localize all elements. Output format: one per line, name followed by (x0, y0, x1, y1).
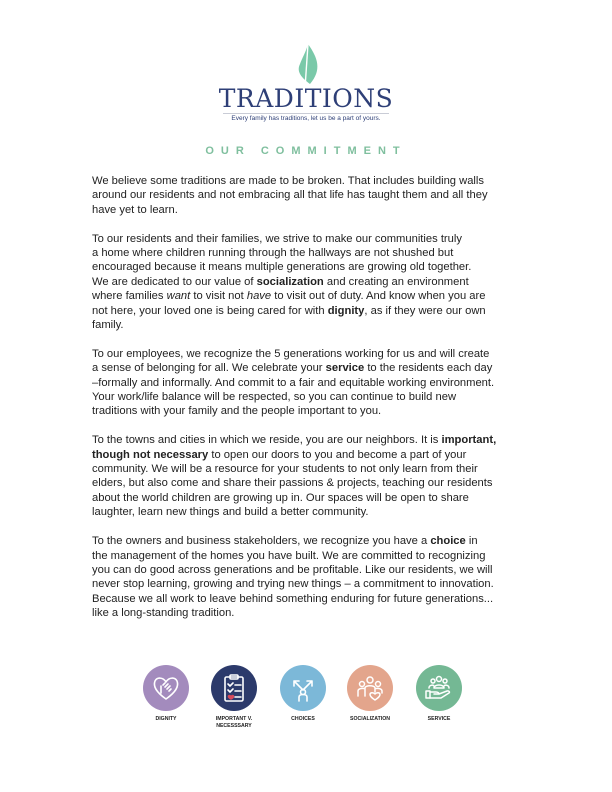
paragraph-intro (92, 174, 532, 217)
diverging-arrows-icon (280, 665, 326, 711)
bold-dignity: dignity (327, 304, 365, 317)
bold-service: service (325, 362, 365, 375)
text: to the residents each day –formally and informally. And commit to a fair and equitable working environment. Your work/life balance will be respected, so you can continue to build new traditions with your family and the people important to you. (92, 362, 495, 418)
paragraph-employees (92, 347, 532, 419)
bold-socialization: socialization (256, 275, 324, 288)
leaf-logo-icon (288, 42, 324, 88)
text: and creating an environment where families (92, 275, 469, 303)
text: To our employees, we recognize the 5 generations working for us and will create a sense of belonging for all. We celebrate your (92, 347, 490, 375)
value-label: SERVICE (427, 716, 451, 722)
value-service (399, 665, 479, 723)
brand-name: TRADITIONS (218, 84, 394, 113)
value-label: DIGNITY (155, 716, 177, 722)
value-label: SOCIALIZATION (350, 716, 390, 722)
page-title: OUR COMMITMENT (205, 145, 407, 157)
bold-important: important, though not necessary (92, 434, 497, 461)
hand-people-icon (416, 665, 462, 711)
text: to visit out of duty. And know when you are not here, your loved one is being cared for with (92, 290, 486, 317)
clipboard-checklist-icon (211, 665, 257, 711)
paragraph-residents (92, 232, 532, 333)
text: To the towns and cities in which we reside, you are our neighbors. It is (92, 434, 442, 447)
people-heart-icon (347, 665, 393, 711)
bold-choice: choice (430, 535, 466, 548)
text: To our residents and their families, we strive to make our communities truly a home where children running through the hallways are not shushed but encouraged because it means multiple generations are growing old together. We are dedicated to our value of (92, 232, 472, 288)
text: to visit not (190, 290, 247, 303)
tagline: Every family has traditions, let us be a part of yours. (231, 115, 381, 122)
value-label: IMPORTANT V. NECESSSARY (215, 716, 253, 729)
italic-have: have (246, 290, 272, 303)
text: To the owners and business stakeholders, we recognize you have a (92, 535, 431, 548)
text: in the management of the homes you have built. We are committed to recognizing you can do good across generations and be profitable. Like our residents, we will never stop learning, growing and trying new things – a commitment to innovation. Because we all work to leave behind something enduring for future generations... like a long-standing tradition. (92, 535, 494, 620)
italic-want: want (166, 290, 191, 303)
heart-hands-icon (143, 665, 189, 711)
commitment-body (92, 174, 532, 635)
paragraph-owners (92, 534, 532, 620)
value-socialization (330, 665, 410, 723)
value-label: CHOICES (291, 716, 315, 722)
text: , as if they were our own family. (92, 304, 486, 332)
value-important (194, 665, 274, 729)
paragraph-communities (92, 433, 532, 519)
brand-divider (223, 113, 389, 114)
text: We believe some traditions are made to be broken. That includes building walls around our residents and not embracing all that life has taught them and all they have yet to learn. (92, 175, 488, 216)
text: to open our doors to you and become a part of your community. We will be a resource for your students to not only learn from their elders, but also come and share their passions & projects, teaching our residents about the world children are growing up in. Our spaces will be open to share laughter, learn new things and build a better community. (92, 448, 493, 519)
